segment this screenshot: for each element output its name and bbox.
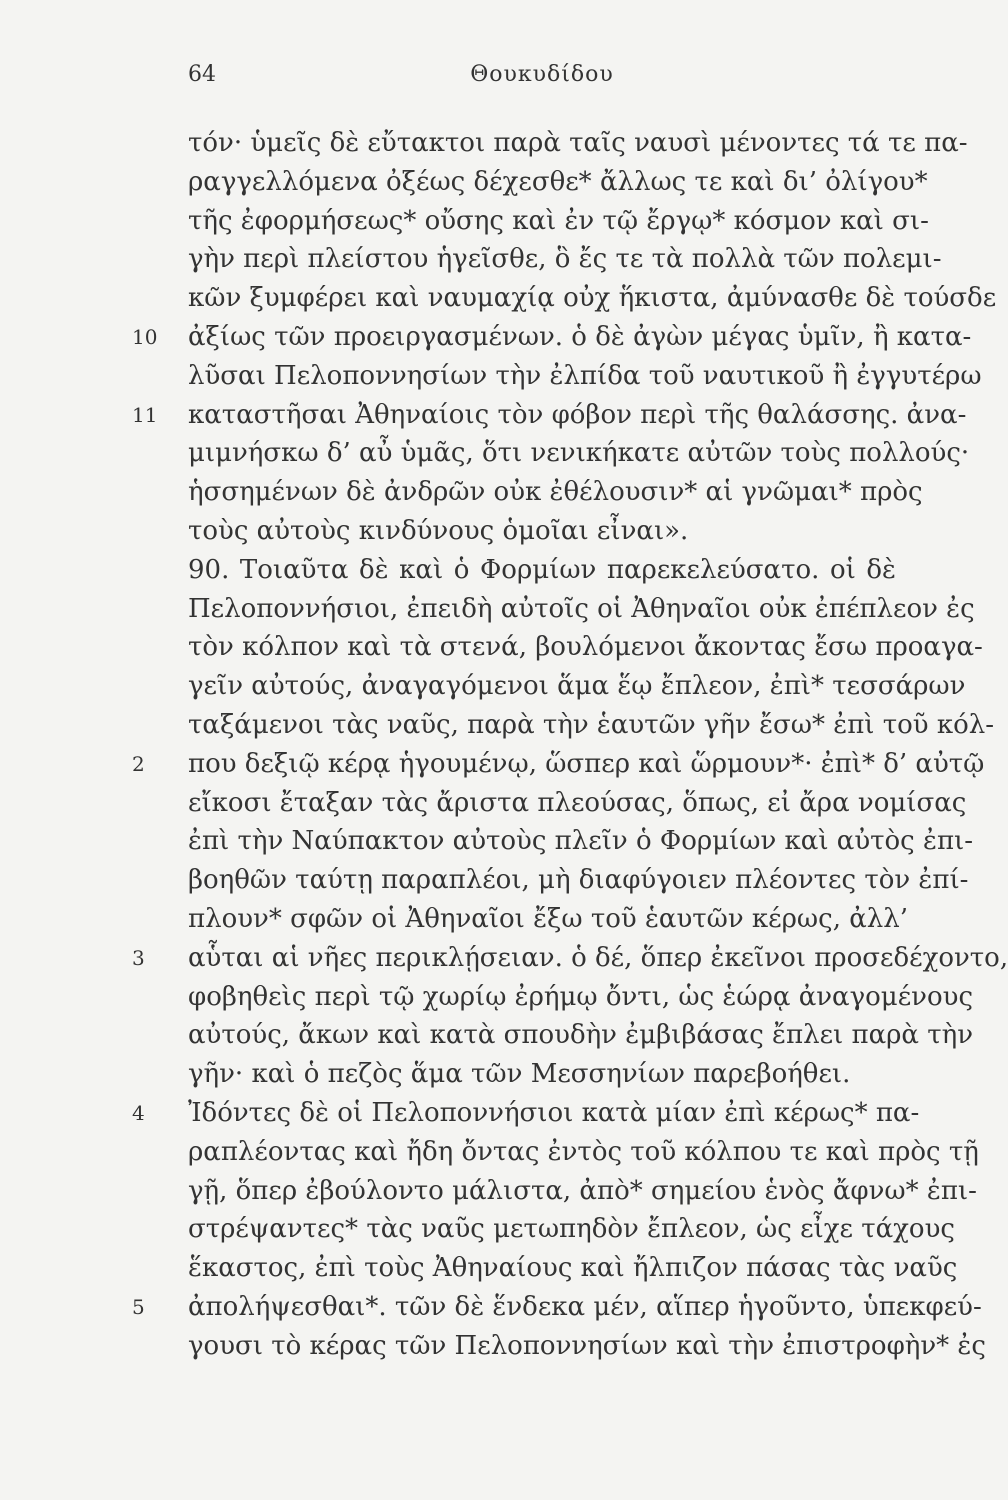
line-text: γῇ, ὅπερ ἐβούλοντο μάλιστα, ἀπὸ* σημείου ἑνὸς ἄφνω* ἐπι- bbox=[188, 1175, 977, 1206]
margin-section-number: 3 bbox=[132, 945, 145, 970]
text-line bbox=[0, 319, 972, 359]
margin-section-number: 11 bbox=[132, 402, 158, 427]
text-line bbox=[0, 1095, 943, 1135]
text-line bbox=[0, 203, 943, 243]
line-text: γουσι τὸ κέρας τῶν Πελοποννησίων καὶ τὴν ἐπιστροφὴν* ἐς bbox=[188, 1330, 986, 1361]
text-line bbox=[0, 1211, 955, 1251]
line-text: τοὺς αὐτοὺς κινδύνους ὁμοῖαι εἶναι». bbox=[188, 516, 689, 546]
text-line bbox=[0, 397, 967, 437]
text-line bbox=[0, 668, 966, 708]
text-line bbox=[0, 940, 1008, 980]
text-line bbox=[0, 746, 985, 786]
line-text: μιμνήσκω δ’ αὖ ὑμᾶς, ὅτι νενικήκατε αὐτῶν τοὺς πολλούς· bbox=[188, 438, 970, 469]
text-line bbox=[0, 513, 943, 553]
text-line bbox=[0, 1250, 958, 1290]
text-line bbox=[0, 1173, 977, 1213]
line-text: ἡσσημένων δὲ ἀνδρῶν οὐκ ἐθέλουσιν* αἱ γνῶμαι* πρὸς bbox=[188, 477, 923, 508]
text-line bbox=[0, 1134, 979, 1174]
page-header bbox=[188, 62, 896, 98]
line-text: που δεξιῷ κέρᾳ ἡγουμένῳ, ὥσπερ καὶ ὥρμουν*· ἐπὶ* δ’ αὐτῷ bbox=[188, 748, 985, 779]
text-line bbox=[0, 164, 943, 204]
line-text: λῦσαι Πελοποννησίων τὴν ἐλπίδα τοῦ ναυτικοῦ ἢ ἐγγυτέρω bbox=[188, 360, 982, 391]
line-text: βοηθῶν ταύτῃ παραπλέοι, μὴ διαφύγοιεν πλέοντες τὸν ἐπί- bbox=[188, 865, 969, 896]
text-line bbox=[0, 552, 943, 592]
text-line bbox=[0, 591, 975, 631]
text-line bbox=[0, 1017, 974, 1057]
line-text: αὐτούς, ἄκων καὶ κατὰ σπουδὴν ἐμβιβάσας ἔπλει παρὰ τὴν bbox=[188, 1020, 974, 1051]
line-text: κῶν ξυμφέρει καὶ ναυμαχίᾳ οὐχ ἥκιστα, ἀμύνασθε δὲ τούσδε bbox=[188, 283, 997, 314]
text-line bbox=[0, 862, 969, 902]
line-text: ἀπολήψεσθαι*. τῶν δὲ ἕνδεκα μέν, αἵπερ ἡγοῦντο, ὑπεκφεύ- bbox=[188, 1292, 982, 1322]
text-line bbox=[0, 901, 943, 941]
line-text: φοβηθεὶς περὶ τῷ χωρίῳ ἐρήμῳ ὄντι, ὡς ἑώρᾳ ἀναγομένους bbox=[188, 981, 974, 1012]
line-text: αὗται αἱ νῆες περικλῄσειαν. ὁ δέ, ὅπερ ἐκεῖνοι προσεδέχοντο, bbox=[188, 942, 1008, 973]
text-line bbox=[0, 358, 982, 398]
text-line bbox=[0, 280, 997, 320]
line-text: καταστῆσαι Ἀθηναίοις τὸν φόβον περὶ τῆς θαλάσσης. ἀνα- bbox=[188, 399, 967, 430]
line-text: 90. Τοιαῦτα δὲ καὶ ὁ Φορμίων παρεκελεύσατο. οἱ δὲ bbox=[188, 554, 896, 585]
text-line bbox=[0, 1289, 982, 1329]
line-text: τόν· ὑμεῖς δὲ εὔτακτοι παρὰ ταῖς ναυσὶ μένοντες τά τε πα- bbox=[188, 128, 968, 158]
margin-section-number: 4 bbox=[132, 1101, 145, 1125]
page-number: 64 bbox=[188, 62, 216, 87]
text-line bbox=[0, 125, 968, 165]
line-text: ραπλέοντας καὶ ἤδη ὄντας ἐντὸς τοῦ κόλπου τε καὶ πρὸς τῇ bbox=[188, 1136, 979, 1167]
margin-section-number: 2 bbox=[132, 751, 145, 776]
text-line bbox=[0, 1056, 943, 1096]
line-text: Πελοποννήσιοι, ἐπειδὴ αὐτοῖς οἱ Ἀθηναῖοι οὐκ ἐπέπλεον ἐς bbox=[188, 593, 975, 624]
text-line bbox=[0, 979, 974, 1019]
running-title: Θουκυδίδου bbox=[470, 62, 614, 87]
text-line bbox=[0, 474, 943, 514]
line-text: ἕκαστος, ἐπὶ τοὺς Ἀθηναίους καὶ ἤλπιζον πάσας τὰς ναῦς bbox=[188, 1253, 958, 1284]
text-line bbox=[0, 629, 983, 669]
line-text: Ἰδόντες δὲ οἱ Πελοποννήσιοι κατὰ μίαν ἐπὶ κέρως* πα- bbox=[188, 1098, 920, 1128]
line-text: γὴν περὶ πλείστου ἡγεῖσθε, ὃ ἔς τε τὰ πολλὰ τῶν πολεμι- bbox=[188, 244, 942, 275]
line-text: γεῖν αὐτούς, ἀναγαγόμενοι ἅμα ἕῳ ἔπλεον, ἐπὶ* τεσσάρων bbox=[188, 671, 966, 702]
line-text: γῆν· καὶ ὁ πεζὸς ἅμα τῶν Μεσσηνίων παρεβοήθει. bbox=[188, 1059, 851, 1090]
text-line bbox=[0, 435, 970, 475]
margin-section-number: 10 bbox=[132, 325, 158, 349]
text-line bbox=[0, 823, 974, 863]
line-text: τὸν κόλπον καὶ τὰ στενά, βουλόμενοι ἄκοντας ἔσω προαγα- bbox=[188, 632, 983, 663]
line-text: τῆς ἐφορμήσεως* οὔσης καὶ ἐν τῷ ἔργῳ* κόσμον καὶ σι- bbox=[188, 205, 929, 236]
line-text: πλουν* σφῶν οἱ Ἀθηναῖοι ἔξω τοῦ ἑαυτῶν κέρως, ἀλλ’ bbox=[188, 904, 909, 934]
line-text: ταξάμενοι τὰς ναῦς, παρὰ τὴν ἑαυτῶν γῆν ἔσω* ἐπὶ τοῦ κόλ- bbox=[188, 710, 995, 740]
text-line bbox=[0, 785, 967, 825]
line-text: ἐπὶ τὴν Ναύπακτον αὐτοὺς πλεῖν ὁ Φορμίων καὶ αὐτὸς ἐπι- bbox=[188, 826, 974, 857]
line-text: ἀξίως τῶν προειργασμένων. ὁ δὲ ἀγὼν μέγας ὑμῖν, ἢ κατα- bbox=[188, 322, 972, 352]
line-text: εἴκοσι ἔταξαν τὰς ἄριστα πλεούσας, ὅπως, εἰ ἄρα νομίσας bbox=[188, 787, 967, 818]
text-line bbox=[0, 1328, 986, 1368]
text-line bbox=[0, 241, 943, 281]
margin-section-number: 5 bbox=[132, 1295, 145, 1319]
line-text: στρέψαντες* τὰς ναῦς μετωπηδὸν ἔπλεον, ὡς εἶχε τάχους bbox=[188, 1214, 955, 1245]
line-text: ραγγελλόμενα ὀξέως δέχεσθε* ἄλλως τε καὶ δι’ ὀλίγου* bbox=[188, 166, 928, 197]
text-line bbox=[0, 707, 995, 747]
